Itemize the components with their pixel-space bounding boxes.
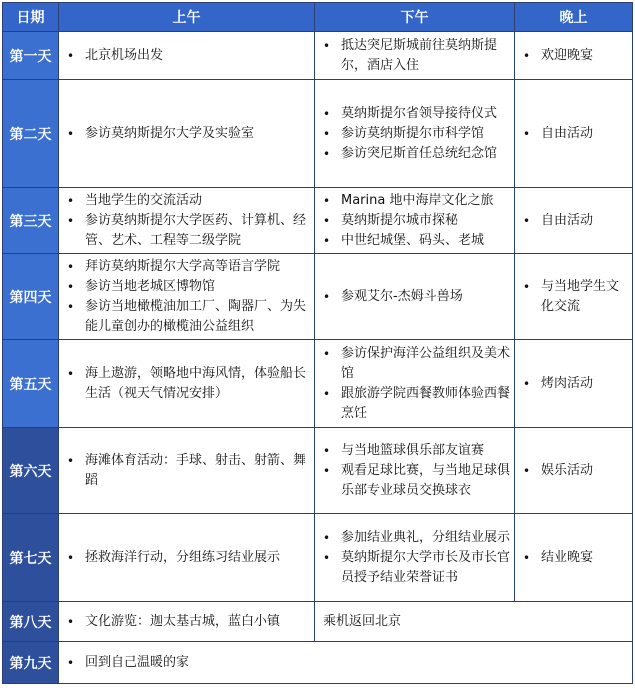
list-item: • Marina 地中海岸文化之旅 xyxy=(319,191,510,211)
day-label: 第六天 xyxy=(3,428,59,514)
list-item: • 拜访莫纳斯提尔大学高等语言学院 xyxy=(63,257,310,277)
morning-cell xyxy=(59,602,315,642)
list-item: • 拯救海洋行动，分组练习结业展示 xyxy=(63,548,310,568)
itinerary-table xyxy=(2,2,633,684)
table-row xyxy=(3,602,633,642)
list-item: • 北京机场出发 xyxy=(63,46,310,66)
list-item: • 参访突尼斯首任总统纪念馆 xyxy=(319,144,510,164)
list-item: • 自由活动 xyxy=(519,211,628,231)
table-row xyxy=(3,642,633,684)
list-item: • 跟旅游学院西餐教师体验西餐烹饪 xyxy=(319,384,510,424)
table-row xyxy=(3,80,633,188)
day-label: 第七天 xyxy=(3,514,59,602)
full-day-cell xyxy=(59,642,633,684)
evening-cell xyxy=(515,340,633,428)
list-item: • 海滩体育活动：手球、射击、射箭、舞蹈 xyxy=(63,451,310,491)
morning-cell xyxy=(59,188,315,254)
list-item: • 娱乐活动 xyxy=(519,461,628,481)
morning-cell xyxy=(59,80,315,188)
afternoon-cell xyxy=(315,340,515,428)
evening-cell xyxy=(515,80,633,188)
table-row xyxy=(3,340,633,428)
list-item: • 结业晚宴 xyxy=(519,548,628,568)
afternoon-cell xyxy=(315,254,515,340)
day-label: 第九天 xyxy=(3,642,59,684)
header-row xyxy=(3,3,633,32)
list-item: 乘机返回北京 xyxy=(323,613,402,629)
itinerary-table-wrap xyxy=(2,2,632,692)
afternoon-cell xyxy=(315,428,515,514)
evening-cell xyxy=(515,188,633,254)
header-day: 日期 xyxy=(3,3,59,32)
table-row xyxy=(3,514,633,602)
day-label: 第八天 xyxy=(3,602,59,642)
afternoon-cell xyxy=(315,188,515,254)
table-row xyxy=(3,254,633,340)
table-row xyxy=(3,428,633,514)
day-label: 第二天 xyxy=(3,80,59,188)
day-label: 第四天 xyxy=(3,254,59,340)
afternoon-evening-cell xyxy=(315,602,633,642)
evening-cell xyxy=(515,428,633,514)
morning-cell xyxy=(59,340,315,428)
list-item: • 烤肉活动 xyxy=(519,374,628,394)
list-item: • 参访当地橄榄油加工厂、陶器厂、为失能儿童创办的橄榄油公益组织 xyxy=(63,297,310,337)
list-item: • 抵达突尼斯城前往莫纳斯提尔，酒店入住 xyxy=(319,36,510,76)
header-afternoon: 下午 xyxy=(315,3,515,32)
list-item: • 参加结业典礼，分组结业展示 xyxy=(319,528,510,548)
list-item: • 自由活动 xyxy=(519,124,628,144)
list-item: • 与当地学生文化交流 xyxy=(519,277,628,317)
morning-cell xyxy=(59,428,315,514)
list-item: • 与当地篮球俱乐部友谊赛 xyxy=(319,441,510,461)
list-item: • 中世纪城堡、码头、老城 xyxy=(319,231,510,251)
list-item: • 观看足球比赛，与当地足球俱乐部专业球员交换球衣 xyxy=(319,461,510,501)
table-row xyxy=(3,32,633,80)
list-item: • 当地学生的交流活动 xyxy=(63,191,310,211)
list-item: • 参访莫纳斯提尔市科学馆 xyxy=(319,124,510,144)
list-item: • 参访莫纳斯提尔大学医药、计算机、经管、艺术、工程等二级学院 xyxy=(63,211,310,251)
afternoon-cell xyxy=(315,80,515,188)
afternoon-cell xyxy=(315,514,515,602)
morning-cell xyxy=(59,514,315,602)
morning-cell xyxy=(59,32,315,80)
list-item: • 海上遨游，领略地中海风情，体验船长生活（视天气情况安排） xyxy=(63,364,310,404)
evening-cell xyxy=(515,514,633,602)
list-item: • 参观艾尔-杰姆斗兽场 xyxy=(319,287,510,307)
day-label: 第三天 xyxy=(3,188,59,254)
list-item: • 莫纳斯提尔大学市长及市长官员授予结业荣誉证书 xyxy=(319,548,510,588)
afternoon-cell xyxy=(315,32,515,80)
evening-cell xyxy=(515,254,633,340)
header-evening: 晚上 xyxy=(515,3,633,32)
morning-cell xyxy=(59,254,315,340)
day-label: 第五天 xyxy=(3,340,59,428)
list-item: • 参访当地老城区博物馆 xyxy=(63,277,310,297)
list-item: • 文化游览：迦太基古城，蓝白小镇 xyxy=(63,612,310,632)
list-item: • 回到自己温暖的家 xyxy=(63,653,628,673)
list-item: • 参访莫纳斯提尔大学及实验室 xyxy=(63,124,310,144)
list-item: • 欢迎晚宴 xyxy=(519,46,628,66)
list-item: • 莫纳斯提尔省领导接待仪式 xyxy=(319,104,510,124)
evening-cell xyxy=(515,32,633,80)
list-item: • 莫纳斯提尔城市探秘 xyxy=(319,211,510,231)
table-row xyxy=(3,188,633,254)
list-item: • 参访保护海洋公益组织及美术馆 xyxy=(319,344,510,384)
header-morning: 上午 xyxy=(59,3,315,32)
day-label: 第一天 xyxy=(3,32,59,80)
